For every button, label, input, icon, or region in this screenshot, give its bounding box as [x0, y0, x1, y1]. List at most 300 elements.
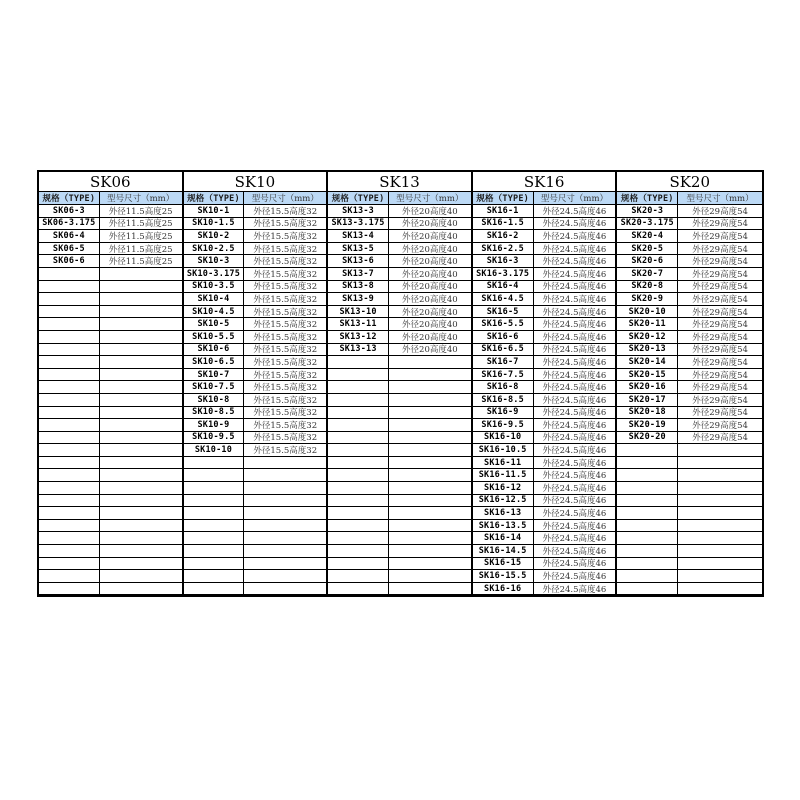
size-cell: 外径24.5高度46 — [534, 532, 618, 545]
type-cell: SK10-4 — [184, 293, 245, 306]
table-row — [39, 369, 762, 382]
size-cell: 外径15.5高度32 — [244, 369, 328, 382]
size-cell: 外径20高度40 — [389, 230, 473, 243]
size-cell — [100, 495, 184, 508]
type-cell: SK13-11 — [328, 318, 389, 331]
type-cell — [184, 457, 245, 470]
table-row — [39, 583, 762, 596]
size-cell — [100, 394, 184, 407]
type-cell: SK10-1.5 — [184, 218, 245, 231]
size-cell: 外径24.5高度46 — [534, 218, 618, 231]
type-cell — [617, 482, 678, 495]
type-cell — [328, 356, 389, 369]
table-row — [39, 507, 762, 520]
type-cell — [39, 381, 100, 394]
size-cell: 外径24.5高度46 — [534, 268, 618, 281]
type-cell — [328, 469, 389, 482]
type-cell: SK20-6 — [617, 255, 678, 268]
size-cell — [100, 457, 184, 470]
type-cell: SK06-5 — [39, 243, 100, 256]
type-cell: SK16-6.5 — [473, 344, 534, 357]
size-cell — [678, 495, 762, 508]
type-cell: SK10-8.5 — [184, 407, 245, 420]
size-cell: 外径20高度40 — [389, 344, 473, 357]
size-cell — [678, 520, 762, 533]
type-cell — [39, 545, 100, 558]
type-cell — [328, 457, 389, 470]
size-cell: 外径15.5高度32 — [244, 268, 328, 281]
size-cell — [389, 369, 473, 382]
size-cell — [678, 545, 762, 558]
table-row — [39, 381, 762, 394]
table-row — [39, 545, 762, 558]
size-cell: 外径29高度54 — [678, 268, 762, 281]
size-cell: 外径24.5高度46 — [534, 356, 618, 369]
type-cell: SK20-16 — [617, 381, 678, 394]
type-cell — [328, 432, 389, 445]
table-row — [39, 356, 762, 369]
size-cell — [389, 407, 473, 420]
type-cell: SK16-2.5 — [473, 243, 534, 256]
size-cell: 外径20高度40 — [389, 218, 473, 231]
type-cell: SK20-5 — [617, 243, 678, 256]
type-cell: SK20-7 — [617, 268, 678, 281]
type-cell — [39, 495, 100, 508]
size-cell: 外径24.5高度46 — [534, 255, 618, 268]
size-cell — [678, 583, 762, 596]
table-row — [39, 394, 762, 407]
size-cell: 外径24.5高度46 — [534, 583, 618, 596]
size-cell: 外径24.5高度46 — [534, 457, 618, 470]
table-row — [39, 243, 762, 256]
size-cell: 外径15.5高度32 — [244, 218, 328, 231]
size-cell — [100, 583, 184, 596]
type-cell: SK16-8 — [473, 381, 534, 394]
size-cell: 外径20高度40 — [389, 255, 473, 268]
type-cell: SK10-6 — [184, 344, 245, 357]
size-cell — [100, 268, 184, 281]
size-cell: 外径29高度54 — [678, 381, 762, 394]
type-cell — [39, 432, 100, 445]
type-cell: SK16-7 — [473, 356, 534, 369]
type-cell: SK16-14 — [473, 532, 534, 545]
size-cell: 外径24.5高度46 — [534, 318, 618, 331]
size-cell — [389, 520, 473, 533]
group-title: SK10 — [184, 172, 329, 192]
type-cell: SK13-9 — [328, 293, 389, 306]
type-cell: SK20-11 — [617, 318, 678, 331]
type-cell: SK10-10 — [184, 444, 245, 457]
size-cell: 外径29高度54 — [678, 432, 762, 445]
type-cell — [617, 507, 678, 520]
type-cell: SK16-12 — [473, 482, 534, 495]
type-cell — [328, 369, 389, 382]
size-cell: 外径15.5高度32 — [244, 419, 328, 432]
type-cell — [39, 570, 100, 583]
size-cell — [100, 281, 184, 294]
table-row — [39, 344, 762, 357]
size-cell: 外径24.5高度46 — [534, 469, 618, 482]
size-cell: 外径29高度54 — [678, 318, 762, 331]
type-cell: SK20-19 — [617, 419, 678, 432]
column-header-size: 型号尺寸（mm） — [678, 192, 762, 205]
type-cell: SK10-9.5 — [184, 432, 245, 445]
size-cell — [100, 407, 184, 420]
type-cell: SK20-13 — [617, 344, 678, 357]
type-cell — [328, 381, 389, 394]
size-cell: 外径15.5高度32 — [244, 356, 328, 369]
size-cell: 外径11.5高度25 — [100, 205, 184, 218]
size-cell — [100, 570, 184, 583]
size-cell — [389, 558, 473, 571]
size-cell: 外径15.5高度32 — [244, 243, 328, 256]
type-cell — [39, 369, 100, 382]
type-cell: SK13-3 — [328, 205, 389, 218]
table-row — [39, 331, 762, 344]
type-cell: SK16-9 — [473, 407, 534, 420]
type-cell: SK06-4 — [39, 230, 100, 243]
type-cell — [328, 507, 389, 520]
size-cell — [100, 507, 184, 520]
type-cell — [39, 419, 100, 432]
table-row — [39, 520, 762, 533]
type-cell: SK16-13 — [473, 507, 534, 520]
size-cell: 外径20高度40 — [389, 205, 473, 218]
type-cell — [328, 545, 389, 558]
size-cell — [389, 457, 473, 470]
type-cell — [328, 444, 389, 457]
type-cell — [39, 268, 100, 281]
type-cell — [617, 444, 678, 457]
type-cell: SK13-10 — [328, 306, 389, 319]
size-cell — [389, 482, 473, 495]
size-cell: 外径29高度54 — [678, 281, 762, 294]
type-cell — [39, 507, 100, 520]
size-cell: 外径15.5高度32 — [244, 344, 328, 357]
size-cell: 外径29高度54 — [678, 344, 762, 357]
type-cell: SK10-3 — [184, 255, 245, 268]
type-cell: SK10-2.5 — [184, 243, 245, 256]
size-cell: 外径24.5高度46 — [534, 407, 618, 420]
type-cell: SK20-18 — [617, 407, 678, 420]
column-header-type: 规格（TYPE) — [328, 192, 389, 205]
column-header-size: 型号尺寸（mm） — [100, 192, 184, 205]
size-cell: 外径29高度54 — [678, 293, 762, 306]
size-cell: 外径24.5高度46 — [534, 293, 618, 306]
type-cell: SK13-5 — [328, 243, 389, 256]
size-cell — [244, 570, 328, 583]
size-cell: 外径11.5高度25 — [100, 255, 184, 268]
size-cell: 外径24.5高度46 — [534, 495, 618, 508]
size-cell: 外径24.5高度46 — [534, 570, 618, 583]
type-cell: SK10-6.5 — [184, 356, 245, 369]
size-cell — [389, 507, 473, 520]
type-cell — [328, 482, 389, 495]
size-cell: 外径24.5高度46 — [534, 432, 618, 445]
size-cell — [389, 545, 473, 558]
type-cell: SK20-4 — [617, 230, 678, 243]
type-cell: SK16-9.5 — [473, 419, 534, 432]
type-cell — [184, 532, 245, 545]
table-row — [39, 469, 762, 482]
type-cell — [184, 583, 245, 596]
size-cell: 外径15.5高度32 — [244, 381, 328, 394]
size-cell — [244, 520, 328, 533]
size-cell — [389, 583, 473, 596]
size-cell — [389, 432, 473, 445]
size-cell — [100, 331, 184, 344]
type-cell: SK13-7 — [328, 268, 389, 281]
size-cell — [389, 495, 473, 508]
size-cell: 外径24.5高度46 — [534, 381, 618, 394]
size-cell: 外径29高度54 — [678, 419, 762, 432]
type-cell: SK16-14.5 — [473, 545, 534, 558]
type-cell — [617, 583, 678, 596]
table-row — [39, 532, 762, 545]
table-row — [39, 432, 762, 445]
table-row — [39, 318, 762, 331]
size-cell: 外径24.5高度46 — [534, 306, 618, 319]
type-cell — [39, 306, 100, 319]
size-cell: 外径20高度40 — [389, 318, 473, 331]
type-cell — [617, 532, 678, 545]
size-cell: 外径15.5高度32 — [244, 331, 328, 344]
type-cell — [184, 558, 245, 571]
type-cell — [328, 394, 389, 407]
size-cell: 外径20高度40 — [389, 243, 473, 256]
table-row — [39, 407, 762, 420]
column-header-size: 型号尺寸（mm） — [244, 192, 328, 205]
type-cell: SK10-7 — [184, 369, 245, 382]
table-row — [39, 268, 762, 281]
table-row — [39, 293, 762, 306]
type-cell — [39, 444, 100, 457]
size-cell — [678, 457, 762, 470]
type-cell: SK16-15 — [473, 558, 534, 571]
column-header-type: 规格（TYPE) — [39, 192, 100, 205]
size-cell — [244, 457, 328, 470]
size-cell — [389, 570, 473, 583]
size-cell: 外径24.5高度46 — [534, 558, 618, 571]
size-cell — [244, 469, 328, 482]
size-cell — [100, 356, 184, 369]
type-cell: SK10-3.175 — [184, 268, 245, 281]
type-cell: SK10-5 — [184, 318, 245, 331]
size-cell: 外径24.5高度46 — [534, 545, 618, 558]
size-cell: 外径11.5高度25 — [100, 243, 184, 256]
size-cell — [678, 532, 762, 545]
type-cell: SK06-6 — [39, 255, 100, 268]
size-cell: 外径20高度40 — [389, 306, 473, 319]
column-header-type: 规格（TYPE) — [184, 192, 245, 205]
table-row — [39, 306, 762, 319]
size-cell — [678, 570, 762, 583]
size-cell — [244, 532, 328, 545]
type-cell — [617, 558, 678, 571]
type-cell — [184, 520, 245, 533]
type-cell: SK20-3 — [617, 205, 678, 218]
type-cell: SK16-2 — [473, 230, 534, 243]
type-cell: SK16-13.5 — [473, 520, 534, 533]
size-cell: 外径15.5高度32 — [244, 407, 328, 420]
size-cell: 外径29高度54 — [678, 331, 762, 344]
spec-table — [37, 170, 764, 597]
table-row — [39, 205, 762, 218]
size-cell — [244, 507, 328, 520]
type-cell: SK16-5 — [473, 306, 534, 319]
type-cell — [328, 558, 389, 571]
group-title: SK13 — [328, 172, 473, 192]
size-cell: 外径29高度54 — [678, 230, 762, 243]
size-cell — [100, 293, 184, 306]
size-cell: 外径29高度54 — [678, 243, 762, 256]
type-cell — [39, 457, 100, 470]
size-cell: 外径11.5高度25 — [100, 218, 184, 231]
size-cell — [100, 545, 184, 558]
size-cell — [100, 381, 184, 394]
type-cell: SK16-6 — [473, 331, 534, 344]
type-cell — [184, 570, 245, 583]
type-cell: SK16-1.5 — [473, 218, 534, 231]
type-cell — [328, 520, 389, 533]
size-cell: 外径29高度54 — [678, 356, 762, 369]
size-cell: 外径29高度54 — [678, 255, 762, 268]
type-cell — [184, 507, 245, 520]
column-header-size: 型号尺寸（mm） — [389, 192, 473, 205]
type-cell — [39, 558, 100, 571]
size-cell: 外径29高度54 — [678, 369, 762, 382]
type-cell: SK10-9 — [184, 419, 245, 432]
type-cell: SK16-11.5 — [473, 469, 534, 482]
size-cell: 外径20高度40 — [389, 331, 473, 344]
size-cell: 外径24.5高度46 — [534, 419, 618, 432]
type-cell: SK16-1 — [473, 205, 534, 218]
type-cell — [617, 520, 678, 533]
size-cell: 外径24.5高度46 — [534, 369, 618, 382]
column-header-type: 规格（TYPE) — [617, 192, 678, 205]
type-cell: SK16-15.5 — [473, 570, 534, 583]
type-cell — [39, 469, 100, 482]
size-cell: 外径29高度54 — [678, 407, 762, 420]
table-row — [39, 558, 762, 571]
size-cell — [100, 419, 184, 432]
size-cell — [389, 394, 473, 407]
size-cell: 外径24.5高度46 — [534, 520, 618, 533]
type-cell: SK10-2 — [184, 230, 245, 243]
column-header-row — [39, 192, 762, 205]
size-cell — [678, 558, 762, 571]
type-cell: SK10-4.5 — [184, 306, 245, 319]
type-cell — [39, 344, 100, 357]
type-cell: SK16-10.5 — [473, 444, 534, 457]
type-cell — [328, 583, 389, 596]
type-cell: SK20-9 — [617, 293, 678, 306]
size-cell: 外径24.5高度46 — [534, 281, 618, 294]
size-cell — [100, 520, 184, 533]
size-cell — [389, 419, 473, 432]
type-cell: SK16-8.5 — [473, 394, 534, 407]
type-cell — [617, 495, 678, 508]
table-row — [39, 419, 762, 432]
type-cell — [184, 545, 245, 558]
type-cell: SK16-4.5 — [473, 293, 534, 306]
type-cell: SK20-10 — [617, 306, 678, 319]
size-cell: 外径15.5高度32 — [244, 394, 328, 407]
size-cell — [678, 444, 762, 457]
size-cell — [389, 444, 473, 457]
type-cell — [617, 457, 678, 470]
size-cell: 外径20高度40 — [389, 268, 473, 281]
type-cell: SK13-12 — [328, 331, 389, 344]
type-cell: SK16-12.5 — [473, 495, 534, 508]
type-cell — [328, 570, 389, 583]
type-cell — [328, 495, 389, 508]
type-cell: SK16-7.5 — [473, 369, 534, 382]
size-cell: 外径15.5高度32 — [244, 205, 328, 218]
type-cell: SK10-5.5 — [184, 331, 245, 344]
type-cell — [39, 532, 100, 545]
size-cell — [244, 495, 328, 508]
group-title: SK06 — [39, 172, 184, 192]
size-cell: 外径15.5高度32 — [244, 432, 328, 445]
type-cell: SK13-4 — [328, 230, 389, 243]
size-cell — [389, 469, 473, 482]
size-cell — [100, 482, 184, 495]
type-cell — [328, 407, 389, 420]
size-cell — [244, 583, 328, 596]
type-cell — [617, 469, 678, 482]
size-cell: 外径29高度54 — [678, 306, 762, 319]
type-cell: SK20-3.175 — [617, 218, 678, 231]
type-cell: SK20-8 — [617, 281, 678, 294]
size-cell — [100, 444, 184, 457]
size-cell: 外径24.5高度46 — [534, 344, 618, 357]
size-cell — [244, 545, 328, 558]
type-cell: SK13-6 — [328, 255, 389, 268]
group-title: SK16 — [473, 172, 618, 192]
type-cell — [39, 394, 100, 407]
size-cell: 外径24.5高度46 — [534, 394, 618, 407]
type-cell — [39, 583, 100, 596]
size-cell: 外径24.5高度46 — [534, 243, 618, 256]
type-cell: SK06-3.175 — [39, 218, 100, 231]
type-cell — [184, 469, 245, 482]
type-cell — [184, 495, 245, 508]
size-cell — [100, 469, 184, 482]
size-cell — [389, 381, 473, 394]
type-cell: SK16-3.175 — [473, 268, 534, 281]
size-cell — [100, 432, 184, 445]
table-row — [39, 457, 762, 470]
type-cell — [617, 570, 678, 583]
type-cell: SK10-7.5 — [184, 381, 245, 394]
size-cell — [244, 558, 328, 571]
size-cell — [100, 344, 184, 357]
type-cell: SK16-16 — [473, 583, 534, 596]
size-cell: 外径20高度40 — [389, 293, 473, 306]
group-title-row — [39, 172, 762, 192]
column-header-size: 型号尺寸（mm） — [534, 192, 618, 205]
size-cell — [100, 306, 184, 319]
size-cell: 外径20高度40 — [389, 281, 473, 294]
table-row — [39, 570, 762, 583]
type-cell: SK16-11 — [473, 457, 534, 470]
size-cell: 外径15.5高度32 — [244, 306, 328, 319]
size-cell — [389, 356, 473, 369]
type-cell: SK16-5.5 — [473, 318, 534, 331]
table-row — [39, 482, 762, 495]
type-cell — [39, 482, 100, 495]
